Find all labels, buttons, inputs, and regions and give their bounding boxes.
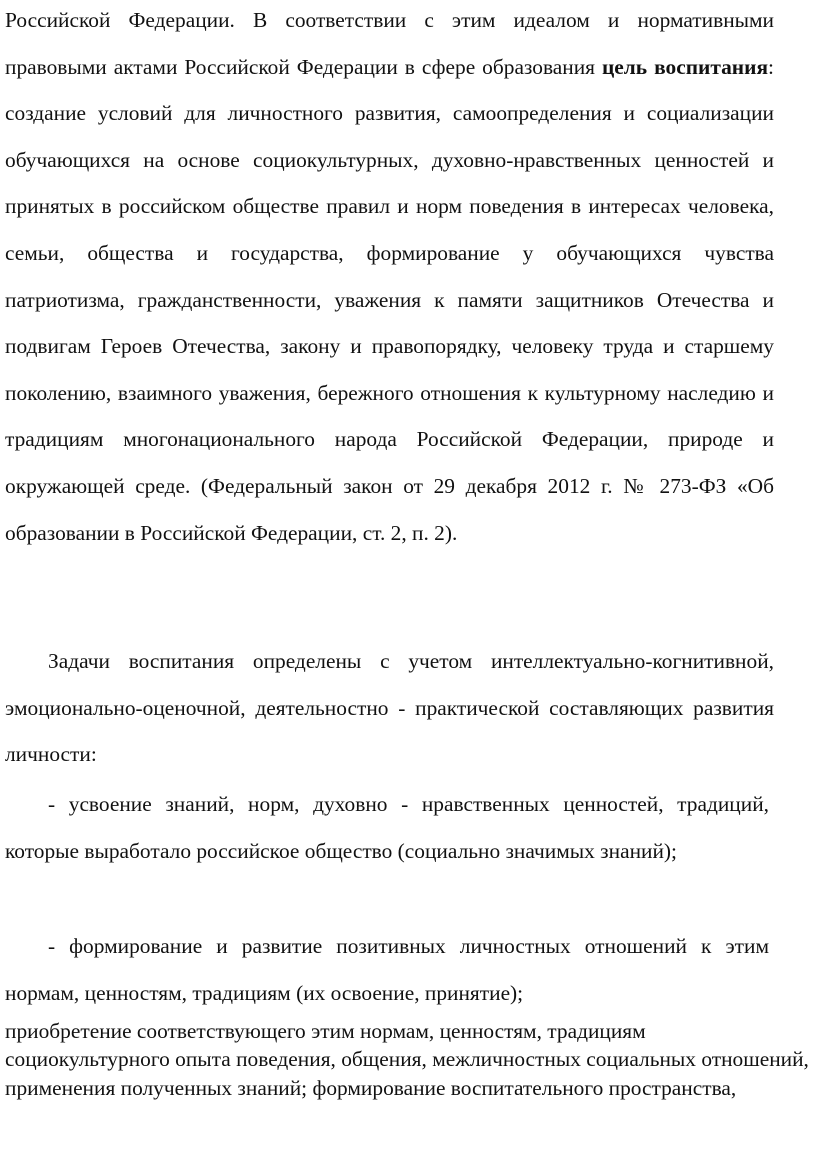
paragraph-experience: приобретение соответствующего этим нормам, ценностям, традициям социокультурного опыта поведения, общения, межличностных социальных отношений, применения полученных знаний; формирование воспитательного пространства, — [5, 1019, 809, 1100]
paragraph-tasks: Задачи воспитания определены с учетом интеллектуально-когнитивной, эмоционально-оценочной, деятельностно - практической составляющих развития личности: — [5, 649, 774, 767]
goal-term: цель воспитания — [601, 54, 769, 79]
list-item-knowledge: - усвоение знаний, норм, духовно - нравственных ценностей, традиций, которые выработало российское общество (социально значимых знаний); — [5, 792, 769, 863]
paragraph-goal-start: Российской Федерации. В соответствии с этим идеалом и нормативными правовыми актами Российской Федерации в сфере образования — [5, 8, 774, 79]
list-item-attitudes: - формирование и развитие позитивных личностных отношений к этим нормам, ценностям, традициям (их освоение, принятие); — [5, 934, 769, 1005]
paragraph-goal-rest: : создание условий для личностного развития, самоопределения и социализации обучающихся на основе социокультурных, духовно-нравственных ценностей и принятых в российском обществе правил и норм поведения в интересах человека, семьи, общества и государства, формирование у обучающихся чувства патриотизма, гражданственности, уважения к памяти защитников Отечества и подвигам Героев Отечества, закону и правопорядку, человеку труда и старшему поколению, взаимного уважения, бережного отношения к культурному наследию и традициям многонационального народа Российской Федерации, природе и окружающей среде. (Федеральный закон от 29 декабря 2012 г. № 273-ФЗ «Об образовании в Российской Федерации, ст. 2, п. 2). — [5, 54, 774, 545]
paragraph-goal — [0, 0, 774, 556]
